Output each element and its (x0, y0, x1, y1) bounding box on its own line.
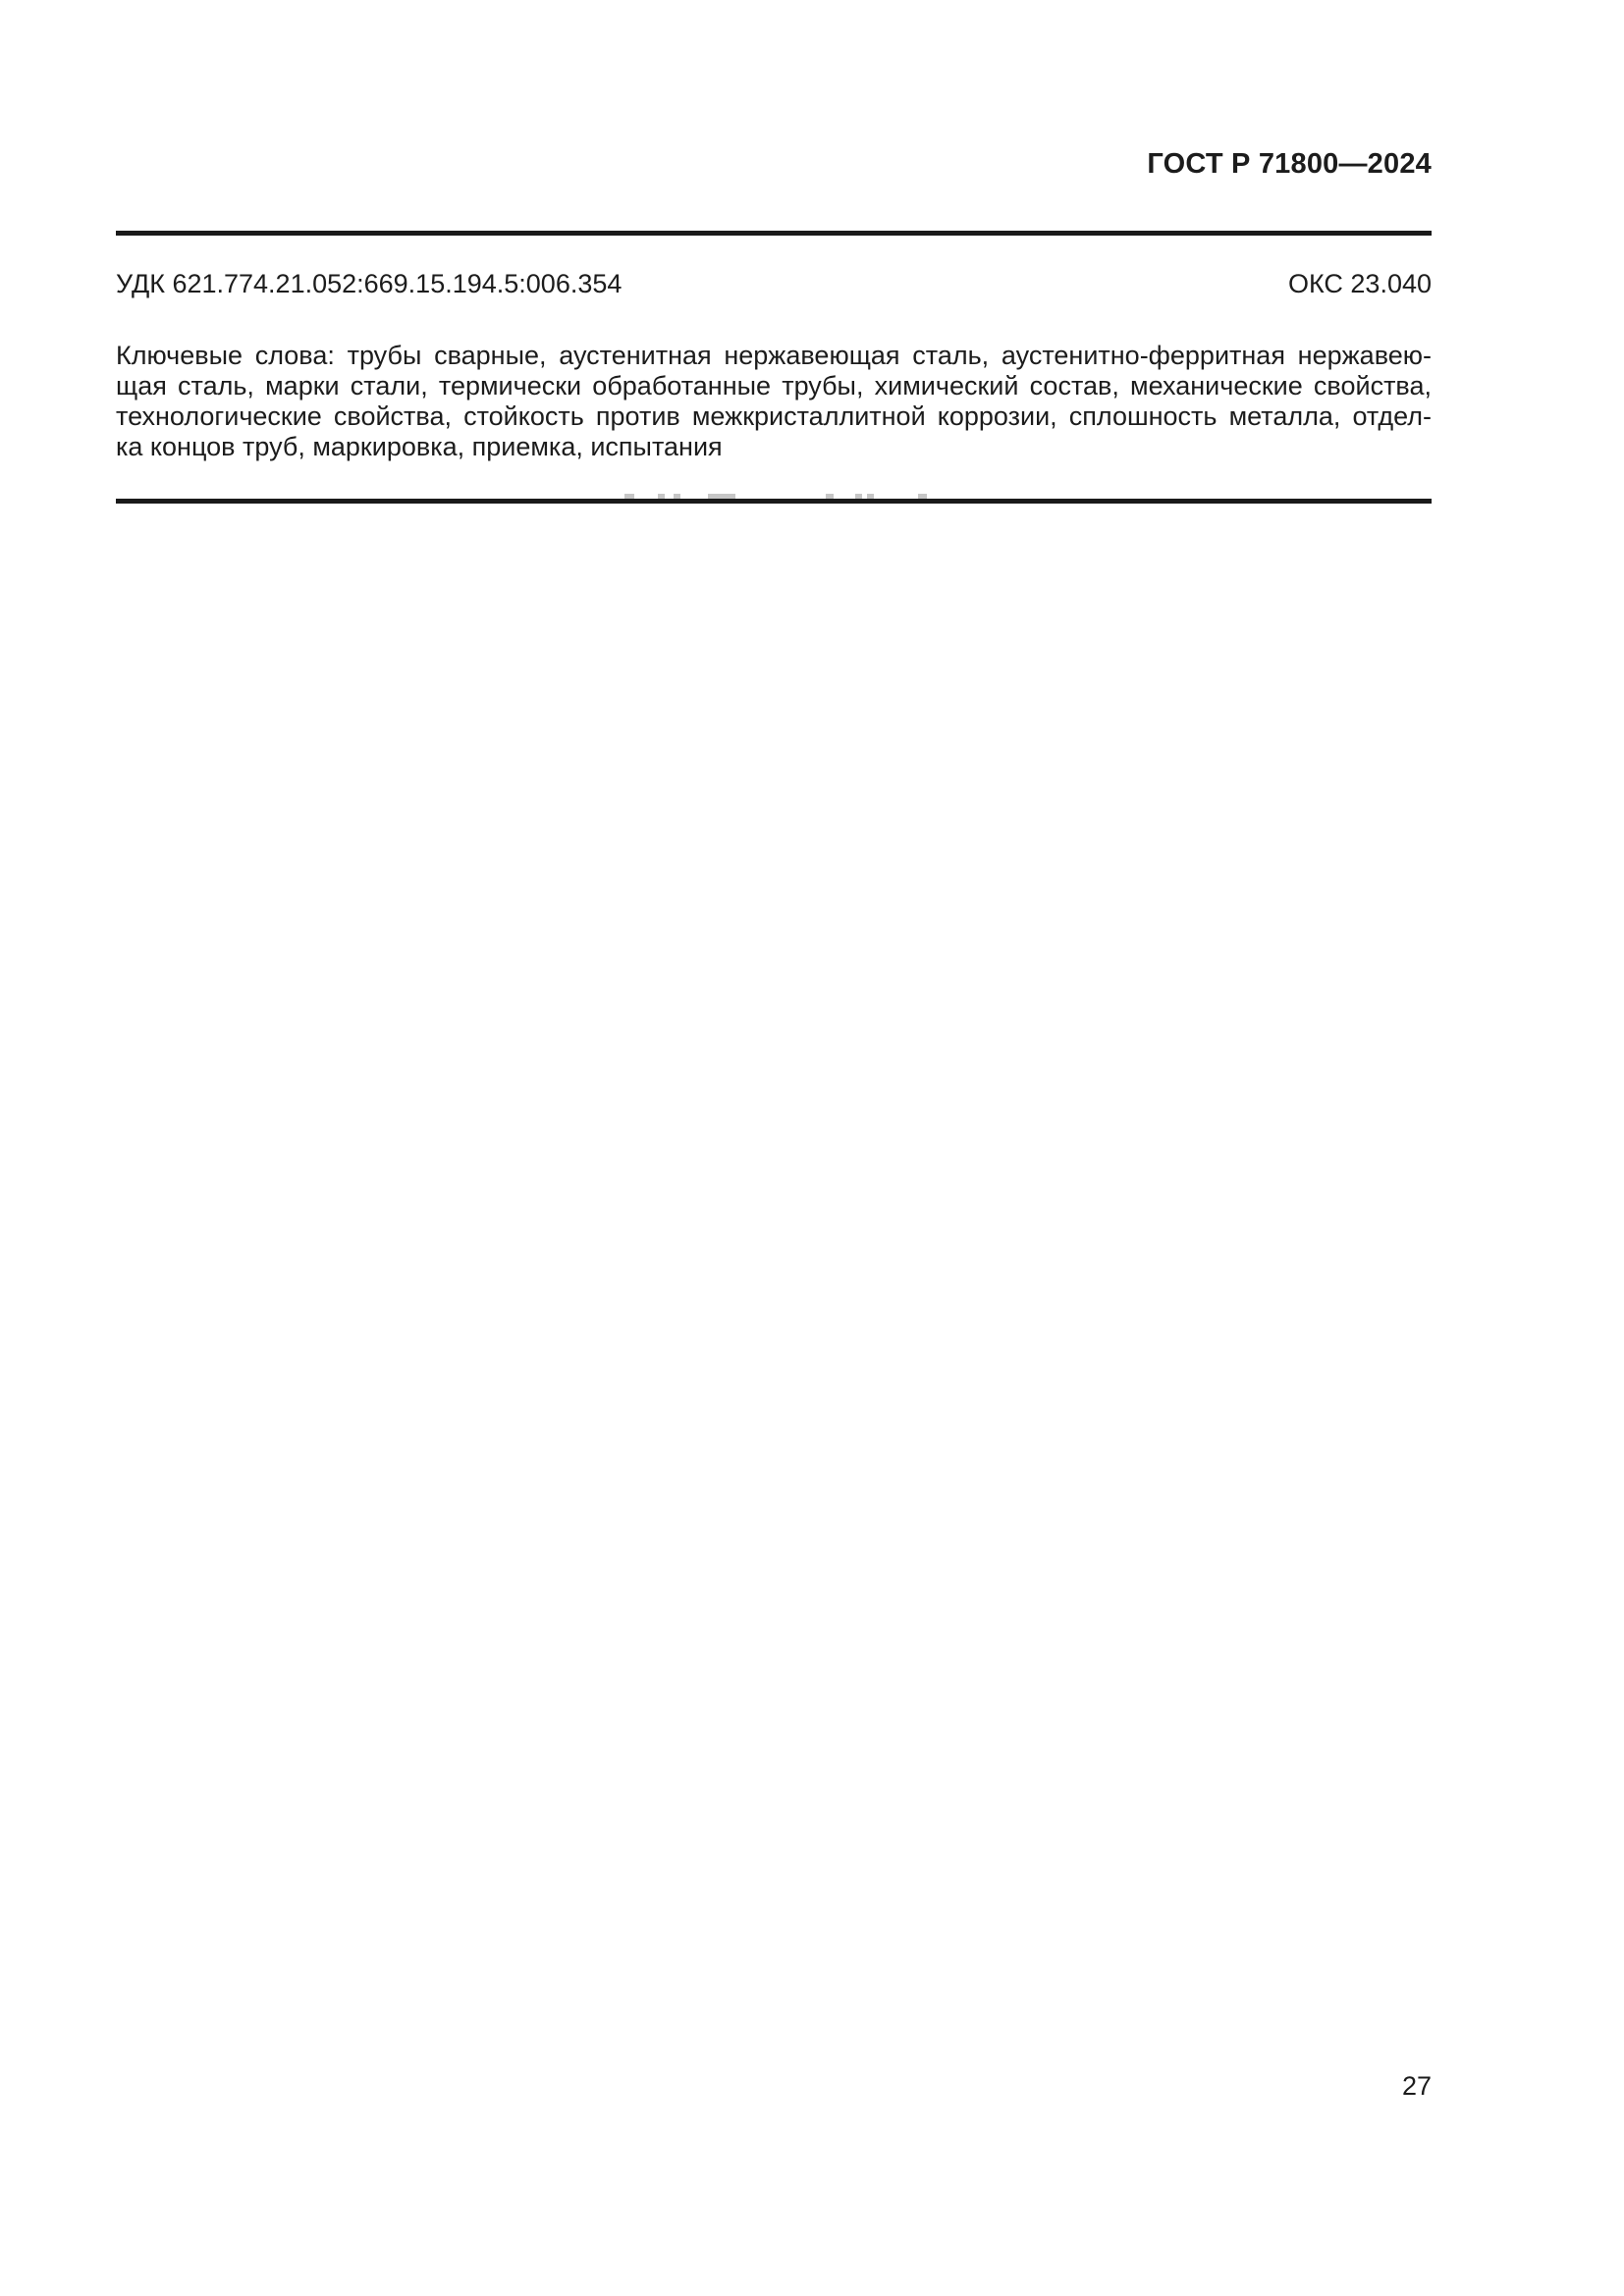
keywords-line-3: технологические свойства, стойкость против межкристаллитной коррозии, сплошность металла, отдел- (116, 401, 1432, 431)
page-content (116, 0, 1432, 2296)
udk-code: УДК 621.774.21.052:669.15.194.5:006.354 (116, 269, 623, 298)
keywords-line-2: щая сталь, марки стали, термически обработанные трубы, химический состав, механические свойства, (116, 371, 1432, 400)
page-number: 27 (1401, 2071, 1432, 2101)
header-divider-rule (116, 231, 1432, 236)
footer-divider-rule (116, 499, 1432, 504)
doc-code-header: ГОСТ Р 71800—2024 (1147, 148, 1432, 180)
keywords-line-4: ка концов труб, маркировка, приемка, испытания (116, 432, 723, 461)
classification-row (116, 269, 1432, 299)
keywords-paragraph (116, 341, 1432, 462)
keywords-line-1: Ключевые слова: трубы сварные, аустенитная нержавеющая сталь, аустенитно-ферритная нержавею- (116, 341, 1432, 370)
oks-code: ОКС 23.040 (1287, 269, 1432, 298)
